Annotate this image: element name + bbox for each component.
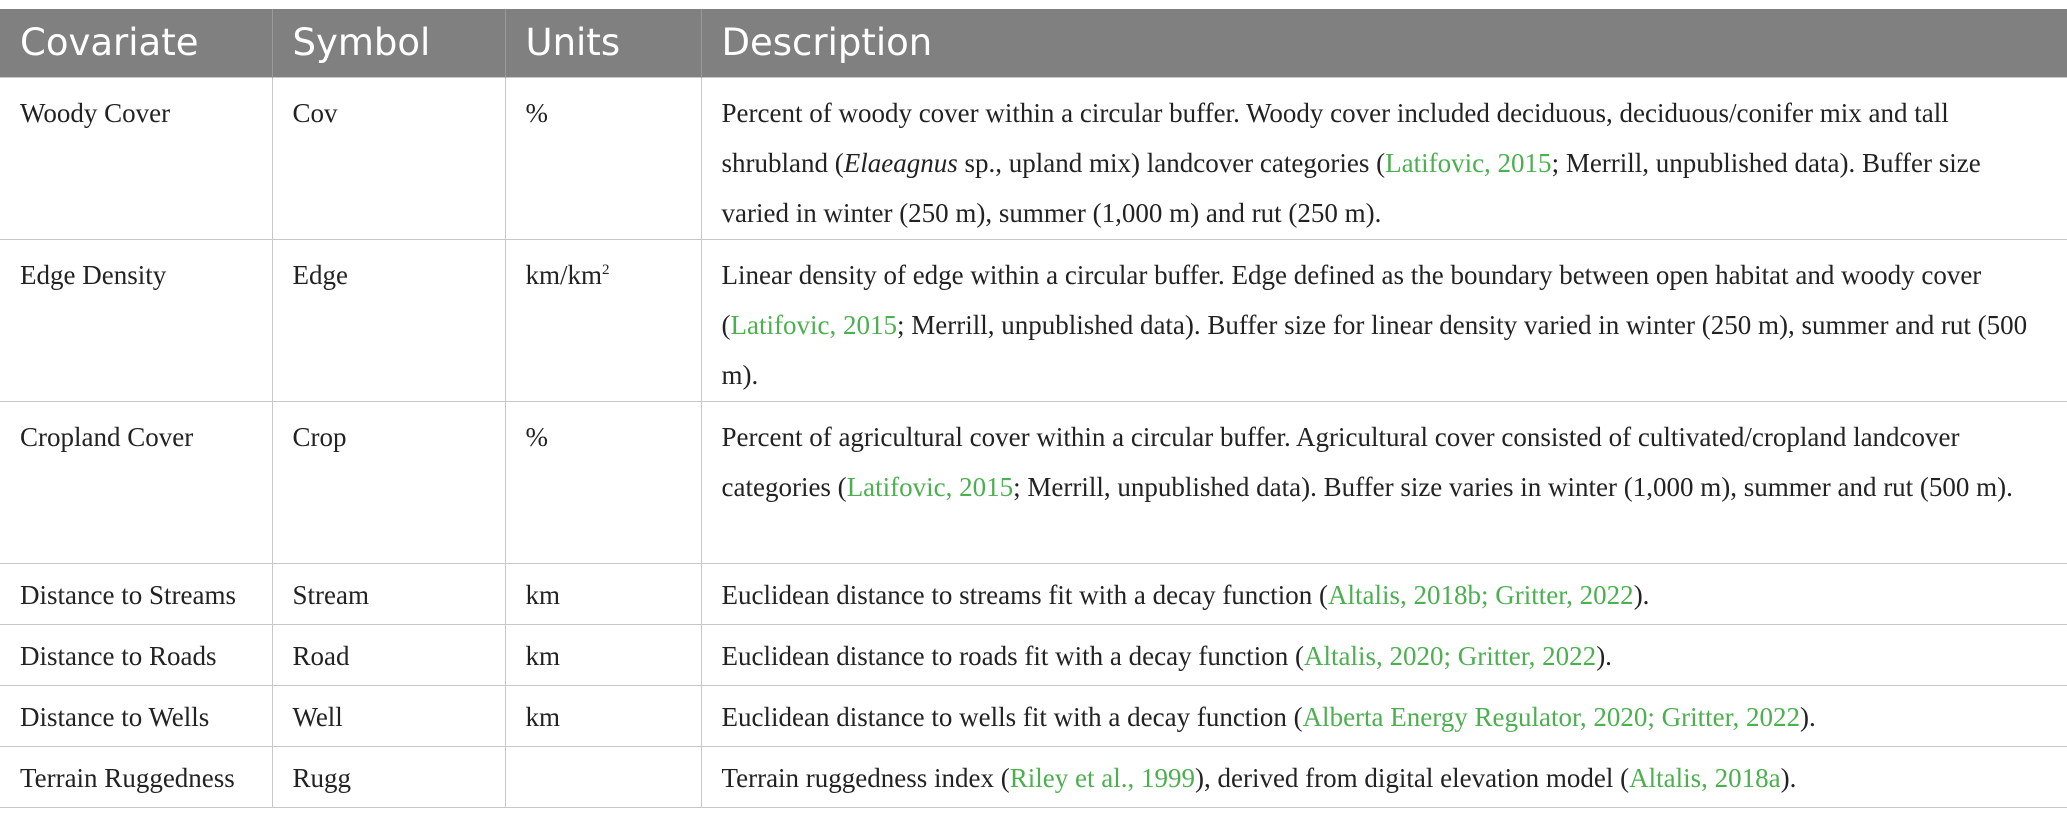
table-body <box>0 77 2067 807</box>
header-units: Units <box>505 9 701 77</box>
header-symbol: Symbol <box>272 9 505 77</box>
description-text: Euclidean distance to streams fit with a decay function ( <box>721 579 1329 610</box>
description-text: ). <box>1596 640 1612 671</box>
description-text: ; Merrill, unpublished data). Buffer size for linear density varied in winter (250 m), summer and rut (500 m). <box>721 309 2028 390</box>
cell-description <box>701 401 2067 563</box>
description-text: ; Merrill, unpublished data). Buffer size varied in winter (250 m), summer (1,000 m) and rut (250 m). <box>721 147 1981 228</box>
cell-units: % <box>505 401 701 563</box>
cell-covariate: Edge Density <box>0 239 272 401</box>
citation-link[interactable]: Latifovic, 2015 <box>1385 147 1552 178</box>
citation-link[interactable]: Latifovic, 2015 <box>730 309 897 340</box>
units-text: km/km <box>525 259 603 290</box>
description-text: ). <box>1780 762 1797 793</box>
cell-covariate: Distance to Wells <box>0 685 272 746</box>
description-text: ). <box>1800 701 1816 732</box>
cell-symbol: Crop <box>272 401 505 563</box>
cell-covariate: Distance to Roads <box>0 624 272 685</box>
cell-description <box>701 685 2067 746</box>
cell-units: % <box>505 77 701 239</box>
cell-description <box>701 563 2067 624</box>
cell-description <box>701 77 2067 239</box>
cell-symbol: Cov <box>272 77 505 239</box>
citation-link[interactable]: Latifovic, 2015 <box>846 471 1014 502</box>
covariates-table <box>0 9 2067 808</box>
cell-units: km <box>505 624 701 685</box>
cell-symbol: Rugg <box>272 746 505 807</box>
header-row <box>0 9 2067 77</box>
description-text: Percent of woody cover within a circular buffer. Woody cover included deciduous, deciduous/conifer mix and tall shrubland ( <box>721 97 1949 178</box>
cell-covariate: Distance to Streams <box>0 563 272 624</box>
header-description: Description <box>701 9 2067 77</box>
description-text: ; Merrill, unpublished data). Buffer size varies in winter (1,000 m), summer and rut (500 m). <box>1013 471 2013 502</box>
units-superscript: 2 <box>602 261 610 278</box>
table-row <box>0 239 2067 401</box>
table-row <box>0 563 2067 624</box>
description-text: Linear density of edge within a circular buffer. Edge defined as the boundary between open habitat and woody cover ( <box>721 259 1982 340</box>
description-text: Percent of agricultural cover within a circular buffer. Agricultural cover consisted of cultivated/cropland landcover categories ( <box>721 421 1960 502</box>
citation-link[interactable]: Altalis, 2018a <box>1629 762 1781 793</box>
cell-symbol: Stream <box>272 563 505 624</box>
description-text: Euclidean distance to wells fit with a decay function ( <box>721 701 1303 732</box>
cell-units <box>505 746 701 807</box>
description-text: sp., upland mix) landcover categories ( <box>957 147 1386 178</box>
table-row <box>0 685 2067 746</box>
header-covariate: Covariate <box>0 9 272 77</box>
table-row <box>0 746 2067 807</box>
cell-description <box>701 239 2067 401</box>
cell-symbol: Road <box>272 624 505 685</box>
description-text: Terrain ruggedness index ( <box>721 762 1010 793</box>
description-text: ). <box>1633 579 1650 610</box>
citation-link[interactable]: Riley et al., 1999 <box>1009 762 1195 793</box>
citation-link[interactable]: Alberta Energy Regulator, 2020; Gritter, 2022 <box>1302 701 1801 732</box>
table-row <box>0 624 2067 685</box>
citation-link[interactable]: Altalis, 2020; Gritter, 2022 <box>1304 640 1597 671</box>
cell-description <box>701 746 2067 807</box>
table-header <box>0 9 2067 77</box>
cell-units: km <box>505 685 701 746</box>
description-text: Euclidean distance to roads fit with a decay function ( <box>721 640 1305 671</box>
italic-taxon: Elaeagnus <box>843 147 958 178</box>
cell-symbol: Well <box>272 685 505 746</box>
cell-covariate: Cropland Cover <box>0 401 272 563</box>
cell-symbol: Edge <box>272 239 505 401</box>
cell-description <box>701 624 2067 685</box>
cell-covariate: Terrain Ruggedness <box>0 746 272 807</box>
citation-link[interactable]: Altalis, 2018b; Gritter, 2022 <box>1328 579 1634 610</box>
cell-units <box>505 239 701 401</box>
cell-units: km <box>505 563 701 624</box>
table-row <box>0 77 2067 239</box>
description-text: ), derived from digital elevation model ( <box>1194 762 1630 793</box>
cell-covariate: Woody Cover <box>0 77 272 239</box>
table-row <box>0 401 2067 563</box>
